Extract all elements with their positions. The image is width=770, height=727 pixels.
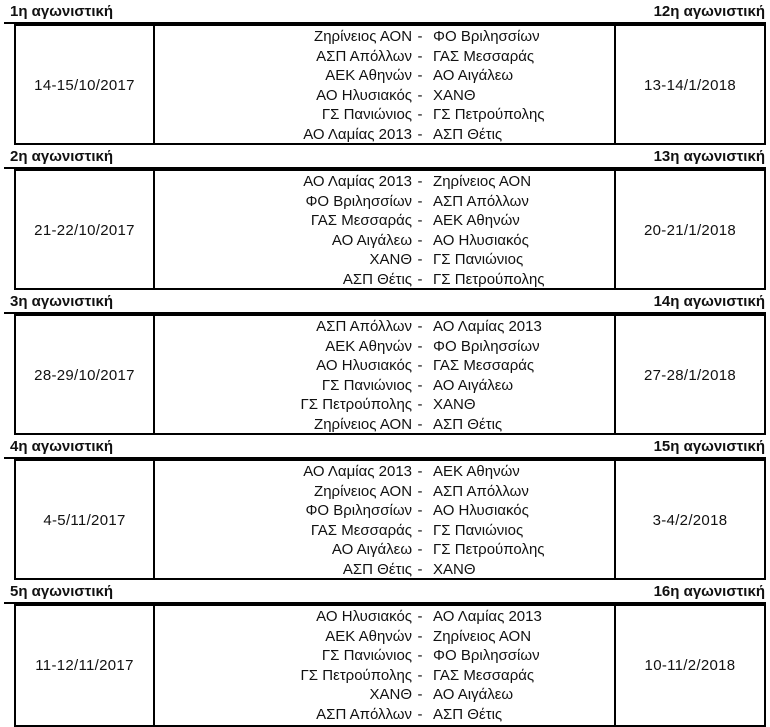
separator-dash: - [417, 231, 423, 249]
separator-dash: - [417, 415, 423, 433]
home-team: ΑΕΚ Αθηνών [325, 337, 413, 355]
home-team: ΑΟ Αιγάλεω [331, 541, 413, 558]
date-cell-right: 3-4/2/2018 [652, 512, 728, 529]
matches-list [155, 316, 616, 435]
home-team: Ζηρίνειος ΑΟΝ [314, 482, 413, 500]
home-team: ΧΑΝΘ [369, 251, 413, 268]
matchday-block-4 [4, 435, 766, 580]
away-team: ΑΕΚ Αθηνών [433, 463, 520, 480]
home-team: ΓΣ Πανιώνιος [321, 647, 413, 664]
separator-dash: - [417, 686, 423, 703]
matchday-label-left: 1η αγωνιστική [10, 3, 114, 20]
matchday-header [4, 0, 766, 24]
matchday-label-right: 15η αγωνιστική [653, 438, 765, 455]
home-team: ΑΕΚ Αθηνών [325, 67, 413, 84]
match-row [155, 705, 614, 725]
date-cell-left: 14-15/10/2017 [16, 26, 155, 145]
separator-dash: - [417, 125, 423, 143]
away-team: Ζηρίνειος ΑΟΝ [433, 173, 532, 190]
matchday-block-5 [4, 580, 766, 727]
match-row [155, 125, 614, 145]
separator-dash: - [417, 47, 423, 65]
date-cell-right: 13-14/1/2018 [643, 77, 736, 94]
away-team: ΦΟ Βριλησσίων [433, 28, 540, 45]
separator-dash: - [417, 270, 423, 288]
away-team: ΦΟ Βριλησσίων [433, 337, 540, 355]
separator-dash: - [417, 396, 423, 413]
away-team: ΑΟ Ηλυσιακός [433, 231, 529, 249]
away-team: ΑΟ Αιγάλεω [433, 67, 514, 84]
home-team: ΓΣ Πανιώνιος [321, 106, 413, 123]
match-row [155, 211, 614, 231]
match-row [155, 231, 614, 251]
home-team: ΑΟ Αιγάλεω [331, 231, 413, 249]
match-row [155, 86, 614, 106]
fixtures-table [14, 24, 766, 145]
home-team: ΓΑΣ Μεσσαράς [310, 212, 413, 229]
match-row [155, 521, 614, 541]
away-team: ΓΣ Πετρούπολης [433, 541, 545, 558]
matchday-block-1 [4, 0, 766, 145]
away-team: ΓΑΣ Μεσσαράς [433, 357, 535, 374]
separator-dash: - [417, 502, 423, 519]
match-row [155, 376, 614, 396]
away-team: ΧΑΝΘ [433, 396, 476, 413]
matchday-label-left: 3η αγωνιστική [10, 293, 114, 310]
match-row [155, 462, 614, 482]
fixtures-table [14, 314, 766, 435]
home-team: ΧΑΝΘ [369, 686, 413, 703]
matchday-header [4, 435, 766, 459]
separator-dash: - [417, 560, 423, 578]
away-team: ΧΑΝΘ [433, 86, 476, 104]
away-team: ΑΣΠ Απόλλων [433, 482, 529, 500]
away-team: ΑΟ Αιγάλεω [433, 376, 514, 394]
home-team: ΑΟ Ηλυσιακός [316, 608, 413, 625]
matchday-label-right: 13η αγωνιστική [653, 148, 765, 165]
date-cell-right: 10-11/2/2018 [644, 657, 736, 674]
home-team: ΓΣ Πετρούπολης [300, 396, 413, 413]
date-cell-left: 11-12/11/2017 [16, 606, 155, 725]
separator-dash: - [417, 28, 423, 45]
home-team: ΑΕΚ Αθηνών [325, 627, 413, 645]
home-team: ΑΟ Ηλυσιακός [316, 357, 413, 374]
away-team: ΑΟ Αιγάλεω [433, 686, 514, 703]
match-row [155, 540, 614, 560]
match-row [155, 627, 614, 647]
match-row [155, 685, 614, 705]
matchday-label-left: 2η αγωνιστική [10, 148, 114, 165]
away-team: ΑΣΠ Θέτις [433, 705, 503, 723]
home-team: ΑΣΠ Θέτις [342, 270, 413, 288]
away-team: ΑΕΚ Αθηνών [433, 212, 520, 229]
separator-dash: - [417, 521, 423, 539]
away-team: ΧΑΝΘ [433, 560, 476, 578]
match-row [155, 192, 614, 212]
home-team: ΑΣΠ Απόλλων [316, 318, 413, 335]
separator-dash: - [417, 627, 423, 645]
match-row [155, 666, 614, 686]
away-team: Ζηρίνειος ΑΟΝ [433, 627, 532, 645]
separator-dash: - [417, 376, 423, 394]
away-team: ΑΟ Λαμίας 2013 [433, 318, 542, 335]
away-team: ΑΟ Λαμίας 2013 [433, 608, 542, 625]
away-team: ΓΑΣ Μεσσαράς [433, 47, 535, 65]
home-team: ΦΟ Βριλησσίων [305, 192, 413, 210]
match-row [155, 27, 614, 47]
separator-dash: - [417, 482, 423, 500]
date-cell-left: 21-22/10/2017 [16, 171, 155, 290]
matchday-header [4, 290, 766, 314]
matchday-label-right: 12η αγωνιστική [653, 3, 765, 20]
date-cell-left: 4-5/11/2017 [16, 461, 155, 580]
home-team: ΑΟ Λαμίας 2013 [303, 125, 413, 143]
away-team: ΑΣΠ Απόλλων [433, 192, 529, 210]
match-row [155, 646, 614, 666]
separator-dash: - [417, 67, 423, 84]
home-team: ΑΟ Ηλυσιακός [316, 86, 413, 104]
matchday-label-left: 4η αγωνιστική [10, 438, 114, 455]
away-team: ΓΣ Πετρούπολης [433, 106, 545, 123]
matchday-header [4, 145, 766, 169]
separator-dash: - [417, 705, 423, 723]
matchday-block-2 [4, 145, 766, 290]
away-team: ΓΑΣ Μεσσαράς [433, 666, 535, 684]
matches-list [155, 461, 616, 580]
separator-dash: - [417, 212, 423, 229]
separator-dash: - [417, 318, 423, 335]
match-row [155, 560, 614, 580]
away-team: ΓΣ Πανιώνιος [433, 521, 524, 539]
date-cell-left: 28-29/10/2017 [16, 316, 155, 435]
home-team: ΑΣΠ Θέτις [342, 560, 413, 578]
matches-list [155, 26, 616, 145]
separator-dash: - [417, 173, 423, 190]
match-row [155, 317, 614, 337]
date-cell-right: 27-28/1/2018 [643, 367, 736, 384]
away-team: ΑΣΠ Θέτις [433, 415, 503, 433]
matches-list [155, 606, 616, 725]
match-row [155, 66, 614, 86]
matchday-label-right: 16η αγωνιστική [653, 583, 765, 600]
away-team: ΑΟ Ηλυσιακός [433, 502, 529, 519]
match-row [155, 607, 614, 627]
home-team: ΦΟ Βριλησσίων [305, 502, 413, 519]
match-row [155, 105, 614, 125]
match-row [155, 356, 614, 376]
fixtures-table [14, 169, 766, 290]
home-team: ΑΣΠ Απόλλων [316, 705, 413, 723]
matchday-label-left: 5η αγωνιστική [10, 583, 114, 600]
match-row [155, 337, 614, 357]
home-team: ΑΣΠ Απόλλων [316, 47, 413, 65]
separator-dash: - [417, 337, 423, 355]
separator-dash: - [417, 86, 423, 104]
home-team: ΑΟ Λαμίας 2013 [303, 173, 413, 190]
matchday-block-3 [4, 290, 766, 435]
fixtures-table [14, 459, 766, 580]
home-team: ΓΣ Πετρούπολης [300, 666, 413, 684]
away-team: ΓΣ Πετρούπολης [433, 270, 545, 288]
match-row [155, 270, 614, 290]
match-row [155, 47, 614, 67]
separator-dash: - [417, 251, 423, 268]
match-row [155, 415, 614, 435]
separator-dash: - [417, 647, 423, 664]
match-row [155, 395, 614, 415]
away-team: ΓΣ Πανιώνιος [433, 251, 524, 268]
fixtures-table [14, 604, 766, 727]
separator-dash: - [417, 357, 423, 374]
matchday-header [4, 580, 766, 604]
matches-list [155, 171, 616, 290]
home-team: ΓΑΣ Μεσσαράς [310, 521, 413, 539]
separator-dash: - [417, 608, 423, 625]
home-team: Ζηρίνειος ΑΟΝ [314, 28, 413, 45]
match-row [155, 501, 614, 521]
match-row [155, 172, 614, 192]
home-team: ΑΟ Λαμίας 2013 [303, 463, 413, 480]
away-team: ΑΣΠ Θέτις [433, 125, 503, 143]
separator-dash: - [417, 106, 423, 123]
match-row [155, 250, 614, 270]
separator-dash: - [417, 463, 423, 480]
home-team: ΓΣ Πανιώνιος [321, 376, 413, 394]
home-team: Ζηρίνειος ΑΟΝ [314, 415, 413, 433]
away-team: ΦΟ Βριλησσίων [433, 647, 540, 664]
separator-dash: - [417, 192, 423, 210]
date-cell-right: 20-21/1/2018 [643, 222, 736, 239]
separator-dash: - [417, 666, 423, 684]
match-row [155, 482, 614, 502]
separator-dash: - [417, 541, 423, 558]
matchday-label-right: 14η αγωνιστική [653, 293, 765, 310]
